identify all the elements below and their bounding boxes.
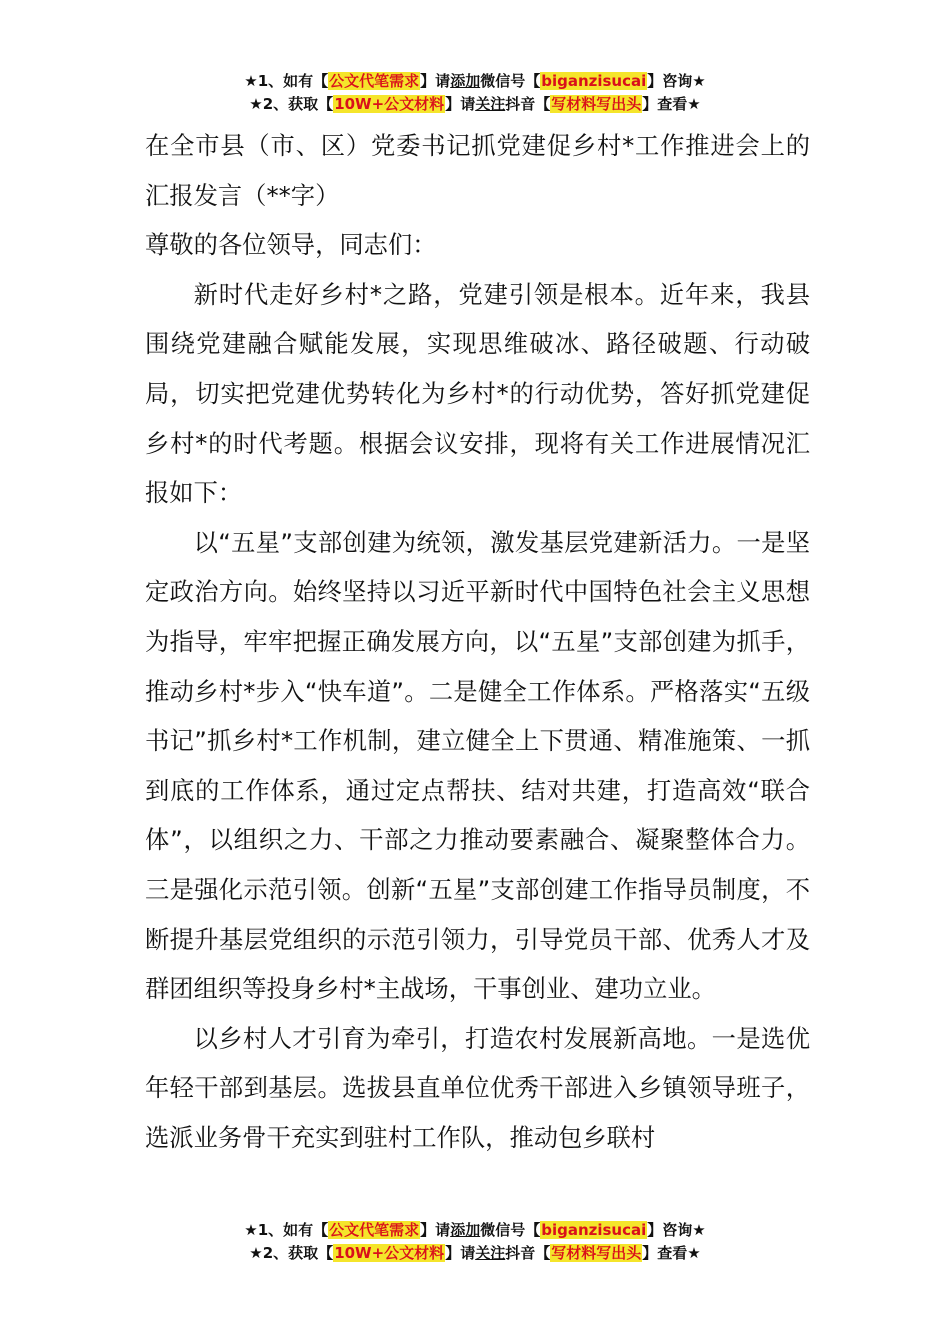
banner-underlined: 关注 <box>475 95 506 113</box>
banner-text: 】请 <box>445 95 476 113</box>
banner-underlined: 添加 <box>450 72 481 90</box>
banner-line-2 <box>0 93 950 116</box>
banner-underlined: 添加 <box>450 1221 481 1239</box>
banner-text: 微信号【 <box>480 1221 541 1239</box>
banner-highlight: 公文代笔需求 <box>329 1221 420 1239</box>
banner-line-1 <box>0 70 950 93</box>
banner-line-2 <box>0 1242 950 1265</box>
salutation: 尊敬的各位领导，同志们： <box>145 230 437 260</box>
banner-highlight: biganzisucai <box>541 1221 647 1239</box>
banner-highlight: 写材料写出头 <box>551 95 642 113</box>
document-title: 在全市县（市、区）党委书记抓党建促乡村*工作推进会上的汇报发言（**字） <box>145 131 810 210</box>
paragraph: 以“五星”支部创建为统领，激发基层党建新活力。一是坚定政治方向。始终坚持以习近平新时代中国特色社会主义思想为指导，牢牢把握正确发展方向，以“五星”支部创建为抓手，推动乡村*步入“快车道”。二是健全工作体系。严格落实“五级书记”抓乡村*工作机制，建立健全上下贯通、精准施策、一抓到底的工作体系，通过定点帮扶、结对共建，打造高效“联合体”，以组织之力、干部之力推动要素融合、凝聚整体合力。三是强化示范引领。创新“五星”支部创建工作指导员制度，不断提升基层党组织的示范引领力，引导党员干部、优秀人才及群团组织等投身乡村*主战场，干事创业、建功立业。 <box>145 527 810 1004</box>
banner-text: ★2、获取【 <box>249 95 334 113</box>
banner-text: 抖音【 <box>505 1244 551 1262</box>
banner-highlight: 写材料写出头 <box>551 1244 642 1262</box>
banner-text: 】咨询★ <box>647 72 706 90</box>
banner-text: 抖音【 <box>505 95 551 113</box>
banner-text: 】请 <box>420 1221 451 1239</box>
banner-text: 】咨询★ <box>647 1221 706 1239</box>
banner-text: 微信号【 <box>480 72 541 90</box>
footer-banner <box>0 1219 950 1265</box>
paragraph: 以乡村人才引育为牵引，打造农村发展新高地。一是选优年轻干部到基层。选拔县直单位优秀干部进入乡镇领导班子，选派业务骨干充实到驻村工作队，推动包乡联村 <box>145 1023 810 1152</box>
banner-underlined: 关注 <box>475 1244 506 1262</box>
banner-highlight: biganzisucai <box>541 72 647 90</box>
banner-highlight: 10W+公文材料 <box>334 1244 445 1262</box>
banner-text: ★1、如有【 <box>244 1221 329 1239</box>
banner-text: 】查看★ <box>642 1244 701 1262</box>
banner-text: 】请 <box>420 72 451 90</box>
banner-text: ★1、如有【 <box>244 72 329 90</box>
banner-text: ★2、获取【 <box>249 1244 334 1262</box>
document-body <box>145 121 810 1162</box>
banner-text: 】查看★ <box>642 95 701 113</box>
header-banner <box>0 70 950 116</box>
banner-line-1 <box>0 1219 950 1242</box>
banner-highlight: 公文代笔需求 <box>329 72 420 90</box>
banner-text: 】请 <box>445 1244 476 1262</box>
paragraph: 新时代走好乡村*之路，党建引领是根本。近年来，我县围绕党建融合赋能发展，实现思维破冰、路径破题、行动破局，切实把党建优势转化为乡村*的行动优势，答好抓党建促乡村*的时代考题。根据会议安排，现将有关工作进展情况汇报如下： <box>145 279 810 508</box>
banner-highlight: 10W+公文材料 <box>334 95 445 113</box>
